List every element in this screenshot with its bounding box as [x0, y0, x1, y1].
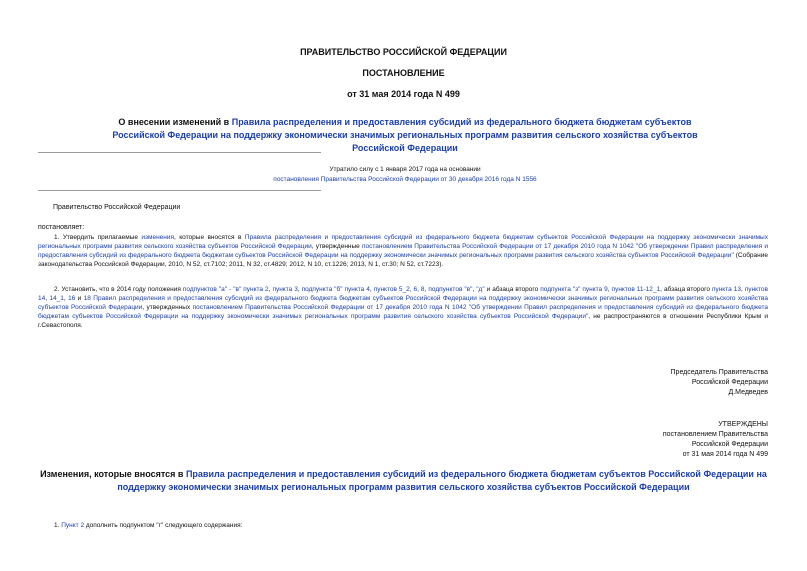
- government-name: ПРАВИТЕЛЬСТВО РОССИЙСКОЙ ФЕДЕРАЦИИ: [300, 47, 507, 57]
- document-date-number: от 31 мая 2014 года N 499: [347, 89, 460, 99]
- p2-link[interactable]: пунктов 5_2, 6, 8: [373, 286, 425, 293]
- government-line: Правительство Российской Федерации: [53, 204, 181, 211]
- item-1-number: 1.: [54, 522, 62, 529]
- item-1: [54, 521, 242, 530]
- signature-name: Д.Медведев: [728, 389, 768, 396]
- item-1-text: дополнить подпунктом "г" следующего содержания:: [84, 522, 243, 529]
- p2-link[interactable]: пунктов 14: [38, 286, 768, 302]
- p2-text: ,: [63, 295, 69, 302]
- approved-line: Российской Федерации: [691, 441, 768, 448]
- approved-block: [500, 420, 768, 460]
- document-type: ПОСТАНОВЛЕНИЕ: [362, 68, 445, 78]
- p2-text: 2. Установить, что в 2014 году положения: [54, 286, 183, 293]
- approved-line: постановлением Правительства: [662, 431, 768, 438]
- separator-top: [38, 152, 321, 153]
- p2-text: , утвержденных: [142, 304, 193, 311]
- p2-link[interactable]: подпункта "б" пункта 4: [301, 286, 370, 293]
- p2-link[interactable]: подпункта "з" пункта 9: [540, 286, 608, 293]
- p2-link[interactable]: подпунктов "а" - "в" пункта 2: [182, 286, 269, 293]
- changes-title-prefix: Изменения, которые вносятся в: [40, 469, 186, 479]
- changes-title-rules-link[interactable]: Правила распределения и предоставления субсидий из федерального бюджета бюджетам субъектов Российской Федерации на поддержку экономически значимых региональных программ развития сельского хозяйства субъектов Российской Федерации: [117, 469, 767, 492]
- approved-date: от 31 мая 2014 года N 499: [682, 451, 768, 458]
- p1-text: 1. Утвердить прилагаемые: [54, 234, 142, 241]
- p2-text: ,: [297, 286, 302, 293]
- p2-text: , не распространяются в отношении Республики Крым и г.Севастополя.: [38, 313, 769, 329]
- p2-text: ,: [45, 295, 50, 302]
- p1-text: , которые вносятся в: [174, 234, 245, 241]
- p2-link[interactable]: пункта 13: [711, 286, 741, 293]
- p2-text: и абзаца второго: [484, 286, 541, 293]
- document-title: [110, 116, 700, 155]
- paragraph-1: [38, 233, 768, 269]
- p2-link[interactable]: 18: [83, 295, 91, 302]
- paragraph-2: [38, 285, 768, 330]
- item-1-point-link[interactable]: Пункт 2: [61, 522, 85, 529]
- p1-text: , утвержденные: [311, 243, 362, 250]
- p2-rules-link[interactable]: Правил распределения и предоставления субсидий из федерального бюджета бюджетам субъектов Российской Федерации на поддержку экономически значимых региональных программ развития сельского хозяйства субъектов Российской Федерации: [38, 295, 768, 311]
- p2-link[interactable]: "д": [476, 286, 485, 293]
- p1-rules-link[interactable]: Правила распределения и предоставления субсидий из федерального бюджета бюджетам субъектов Российской Федерации на поддержку экономически значимых региональных программ развития сельского хозяйства субъектов Российской Федерации: [38, 234, 768, 250]
- p2-text: ,: [740, 286, 745, 293]
- expired-decree-link[interactable]: постановления Правительства Российской Федерации от 30 декабря 2016 года N 1556: [273, 176, 537, 183]
- p2-text: ,: [268, 286, 273, 293]
- p2-text: ,: [424, 286, 429, 293]
- p2-text: ,: [369, 286, 374, 293]
- separator-bottom: [38, 190, 321, 191]
- p2-text: , абзаца второго: [660, 286, 712, 293]
- p2-link[interactable]: 16: [68, 295, 76, 302]
- signature-position: Председатель Правительства: [670, 369, 768, 376]
- title-rules-link[interactable]: Правила распределения и предоставления субсидий из федерального бюджета бюджетам субъектов Российской Федерации на поддержку экономически значимых региональных программ развития сельского хозяйства субъектов Российской Федерации: [112, 117, 698, 153]
- changes-title: [40, 468, 767, 494]
- p2-link[interactable]: подпунктов "в": [428, 286, 473, 293]
- p2-decree-link[interactable]: постановлением Правительства Российской Федерации от 17 декабря 2010 года N 1042 "Об утверждении Правил распределения и предоставления субсидий из федерального бюджета бюджетам субъектов Российской Федерации на поддержку экономически значимых региональных программ развития сельского хозяйства субъектов Российской Федерации": [38, 304, 768, 320]
- title-prefix: О внесении изменений в: [118, 117, 232, 127]
- p1-text: (Собрание законодательства Российской Федерации, 2010, N 52, ст.7102; 2011, N 32, ст.4829; 2012, N 10, ст.1226; 2013, N 1, ст.30; N 52, ст.7223).: [38, 252, 768, 268]
- signature-block: [500, 368, 768, 398]
- decides-line: постановляет:: [38, 224, 85, 231]
- p2-text: ,: [607, 286, 612, 293]
- p1-changes-link[interactable]: изменения: [141, 234, 175, 241]
- p2-link[interactable]: 14_1: [49, 295, 64, 302]
- approved-heading: УТВЕРЖДЕНЫ: [718, 421, 768, 428]
- p2-text: ,: [472, 286, 477, 293]
- signature-country: Российской Федерации: [691, 379, 768, 386]
- expired-notice: Утратило силу с 1 января 2017 года на основании: [329, 166, 481, 173]
- p1-decree-link[interactable]: постановлением Правительства Российской Федерации от 17 декабря 2010 года N 1042 "Об утверждении Правил распределения и предоставления субсидий из федерального бюджета бюджетам субъектов Российской Федерации на поддержку экономически значимых региональных программ развития сельского хозяйства субъектов Российской Федерации": [38, 243, 769, 259]
- p2-link[interactable]: пунктов 11-12_1: [611, 286, 661, 293]
- p2-link[interactable]: пункта 3: [272, 286, 298, 293]
- p2-text: и: [75, 295, 84, 302]
